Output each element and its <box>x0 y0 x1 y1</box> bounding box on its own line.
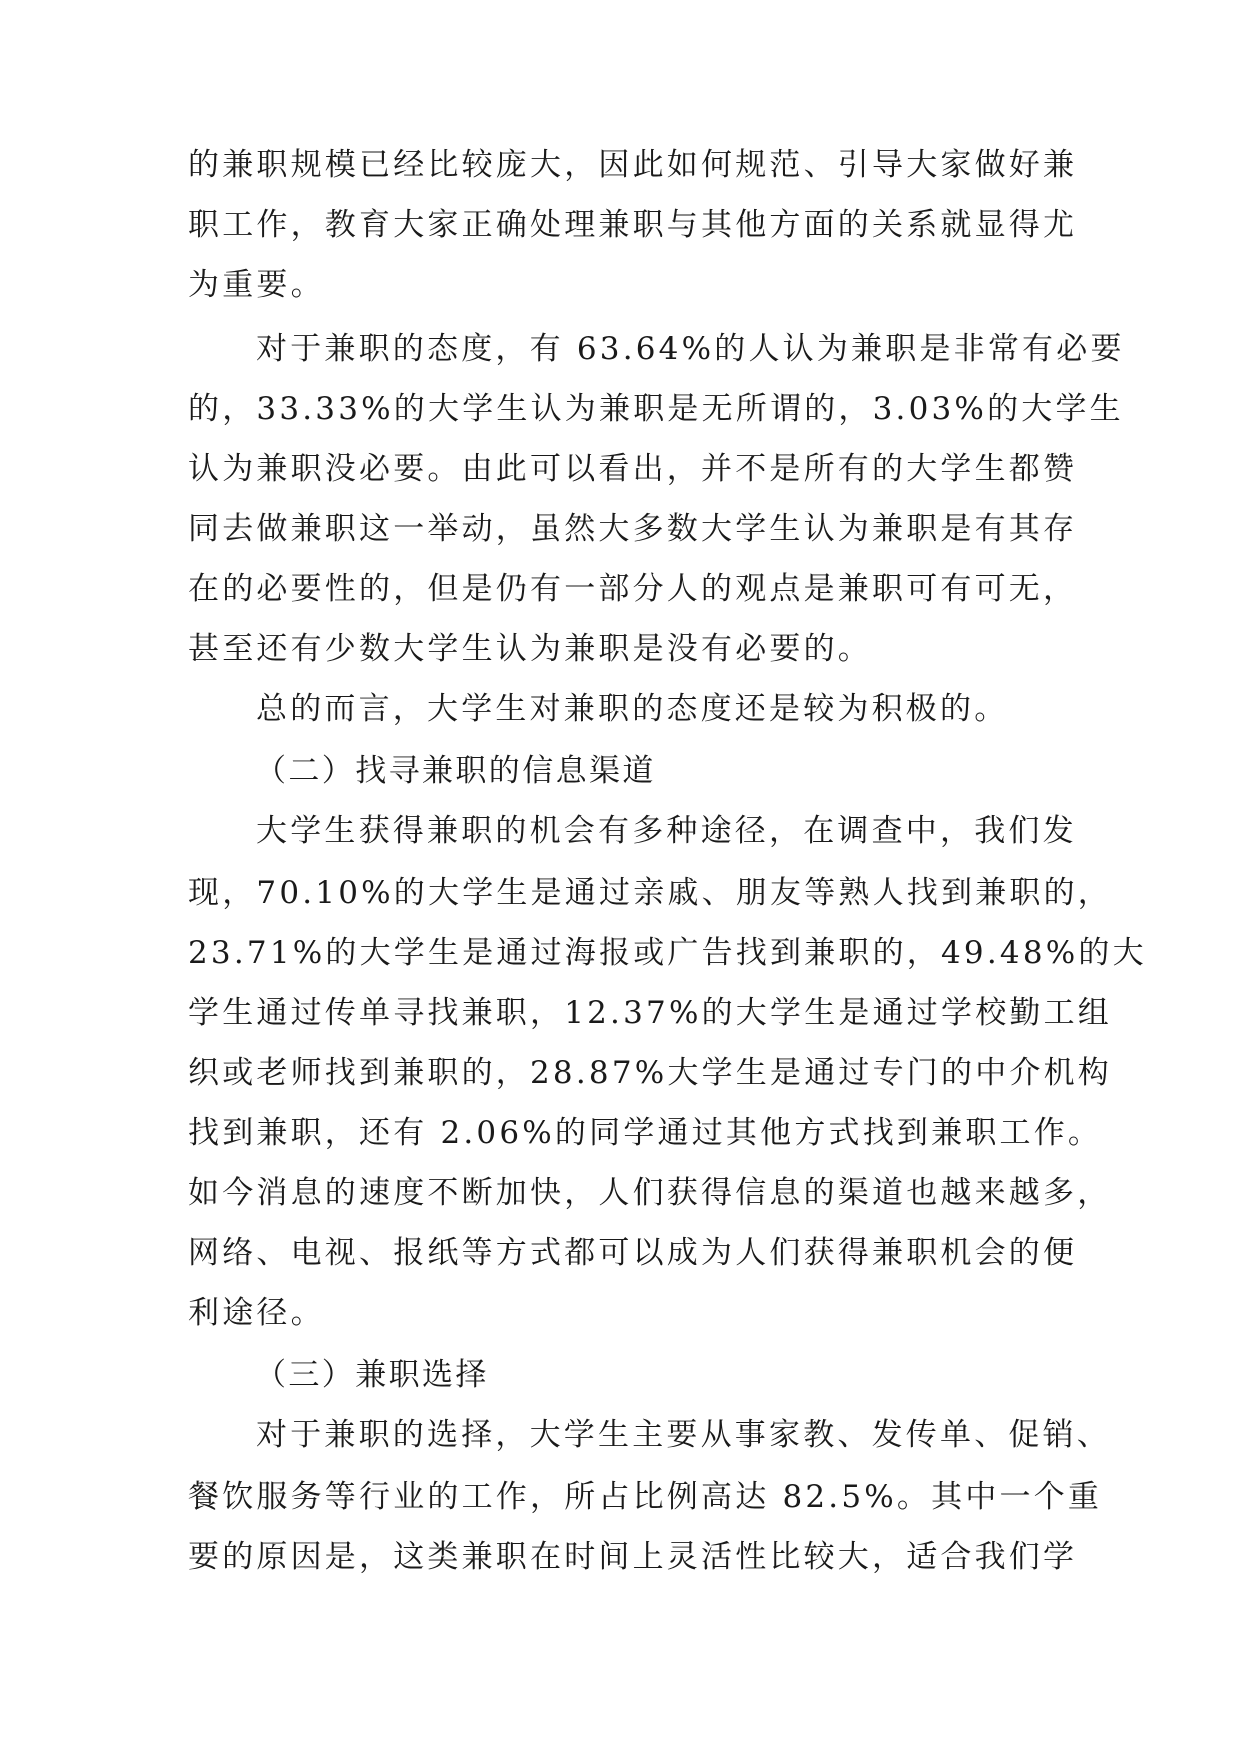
body-text-line: 学生通过传单寻找兼职，12.37%的大学生是通过学校勤工组 <box>188 995 1113 1031</box>
body-text-line: 织或老师找到兼职的，28.87%大学生是通过专门的中介机构 <box>188 1055 1113 1091</box>
paragraph-first-line: 对于兼职的选择，大学生主要从事家教、发传单、促销、 <box>256 1417 1111 1453</box>
paragraph-first-line: 大学生获得兼职的机会有多种途径，在调查中，我们发 <box>256 813 1077 849</box>
body-text-line: 找到兼职，还有 2.06%的同学通过其他方式找到兼职工作。 <box>188 1115 1103 1151</box>
body-text-line: 同去做兼职这一举动，虽然大多数大学生认为兼职是有其存 <box>188 511 1078 547</box>
body-text-line: 利途径。 <box>188 1295 325 1331</box>
body-text-line: 要的原因是，这类兼职在时间上灵活性比较大，适合我们学 <box>188 1539 1078 1575</box>
body-text-line: 在的必要性的，但是仍有一部分人的观点是兼职可有可无， <box>188 571 1078 607</box>
section-heading: （二）找寻兼职的信息渠道 <box>255 753 656 789</box>
body-text-line: 职工作，教育大家正确处理兼职与其他方面的关系就显得尤 <box>188 207 1078 243</box>
body-text-line: 为重要。 <box>188 267 325 303</box>
body-text-line: 甚至还有少数大学生认为兼职是没有必要的。 <box>188 631 872 667</box>
body-text-line: 餐饮服务等行业的工作，所占比例高达 82.5%。其中一个重 <box>188 1479 1103 1515</box>
body-text-line: 认为兼职没必要。由此可以看出，并不是所有的大学生都赞 <box>188 451 1078 487</box>
body-text-line: 的兼职规模已经比较庞大，因此如何规范、引导大家做好兼 <box>188 147 1078 183</box>
section-heading: （三）兼职选择 <box>255 1357 489 1393</box>
paragraph-first-line: 总的而言，大学生对兼职的态度还是较为积极的。 <box>256 691 1009 727</box>
body-text-line: 的，33.33%的大学生认为兼职是无所谓的，3.03%的大学生 <box>188 391 1124 427</box>
body-text-line: 23.71%的大学生是通过海报或广告找到兼职的，49.48%的大 <box>188 935 1147 971</box>
paragraph-first-line: 对于兼职的态度，有 63.64%的人认为兼职是非常有必要 <box>256 331 1125 367</box>
body-text-line: 网络、电视、报纸等方式都可以成为人们获得兼职机会的便 <box>188 1235 1078 1271</box>
body-text-line: 如今消息的速度不断加快，人们获得信息的渠道也越来越多， <box>188 1175 1112 1211</box>
body-text-line: 现，70.10%的大学生是通过亲戚、朋友等熟人找到兼职的， <box>188 875 1113 911</box>
